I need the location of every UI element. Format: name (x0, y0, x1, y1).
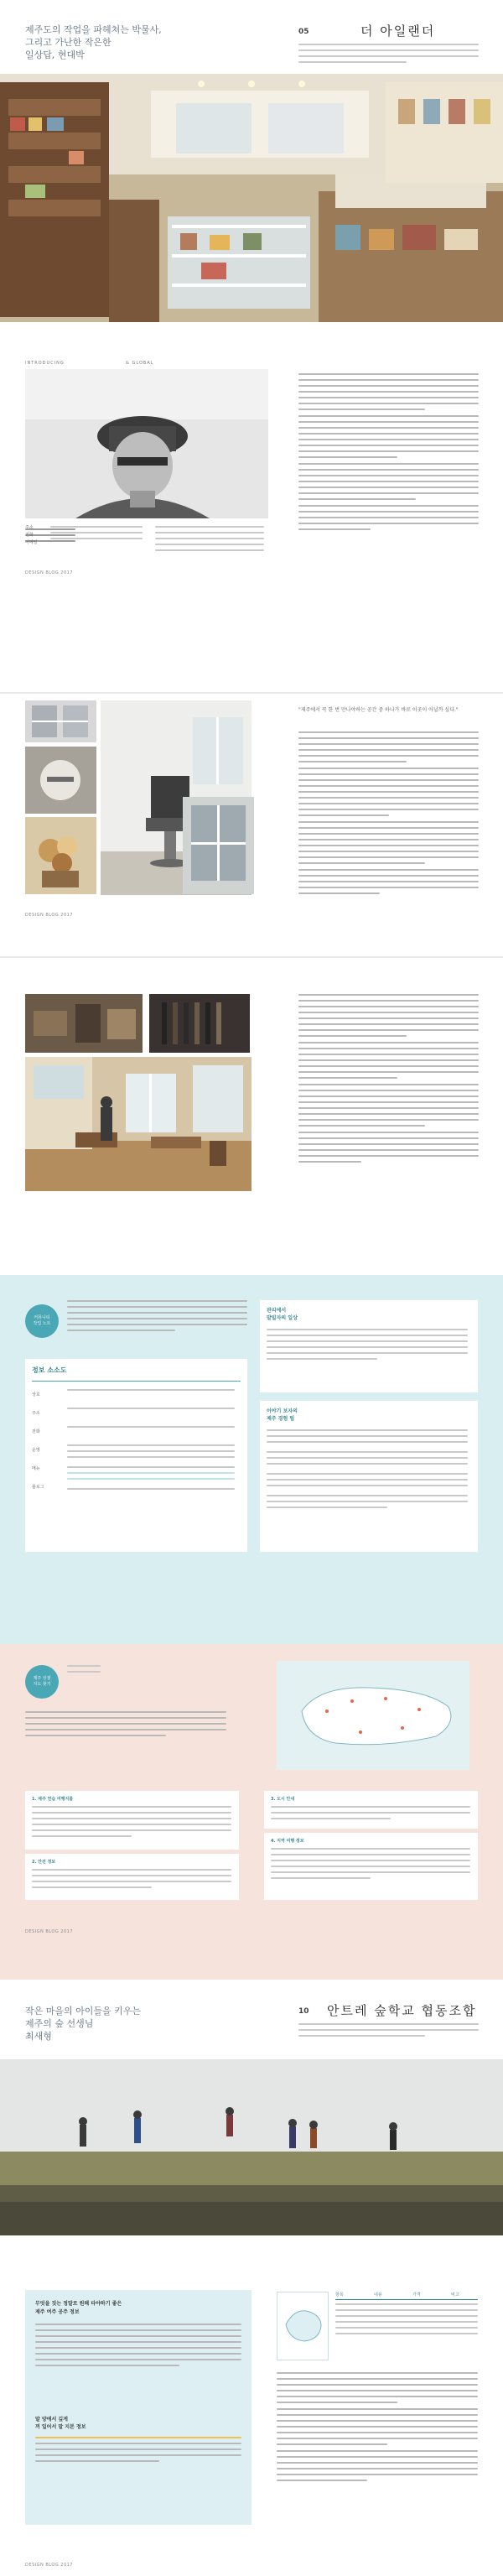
table-header (335, 2292, 478, 2300)
article-headline (25, 2005, 243, 2043)
profile-field: 전화 (25, 533, 34, 538)
page-footer: DESIGN BLOG 2017 (25, 1929, 74, 1934)
window-detail-photo (183, 797, 254, 894)
table-row-label: 상호 (32, 1392, 40, 1397)
article-body-column (298, 994, 479, 1167)
tools-photo (25, 994, 143, 1053)
list-box-1 (25, 1791, 239, 1850)
page-divider (0, 692, 503, 694)
table-row-labels (32, 1386, 44, 1496)
list-items (32, 1869, 231, 1892)
headline-line: 일상답, 현대박 (25, 49, 85, 60)
page-footer: DESIGN BLOG 2017 (25, 2563, 74, 2568)
article-store-section (0, 0, 503, 352)
box-paragraph (35, 2324, 241, 2370)
flowers-photo (25, 817, 96, 894)
info-box-2 (260, 1401, 478, 1552)
headline-line: 그리고 가난한 작은한 (25, 37, 111, 48)
box-title: 이야기 보자의 제주 경험 팁 (267, 1408, 298, 1422)
price-table (335, 2292, 478, 2359)
list-title: 3. 도시 안내 (271, 1797, 295, 1802)
intro-paragraph (298, 2023, 479, 2041)
map-intro-paragraph (25, 1711, 226, 1741)
table-row-values (67, 1389, 235, 1494)
page-number: 05 (298, 28, 309, 36)
article-body-column (298, 731, 479, 898)
brushes-photo (149, 994, 250, 1053)
box-list (267, 1429, 468, 1512)
list-box-3 (264, 1791, 478, 1829)
list-items (271, 1848, 470, 1883)
byline-right: & GLOBAL (126, 361, 154, 366)
headline-line: 최새형 (25, 2031, 52, 2042)
table-header-cell: 가격 (412, 2292, 421, 2298)
profile-detail-right (155, 526, 264, 555)
cafe-interior-photo (25, 1057, 252, 1191)
byline-left: INTRODUCING (25, 361, 65, 366)
island-mini-map (277, 2292, 329, 2360)
table-row-label: 운영 (32, 1448, 40, 1453)
headline-line: 작은 마을의 아이들을 키우는 (25, 2006, 142, 2017)
store-interior-photo (0, 74, 503, 322)
forest-info-box (25, 2290, 252, 2525)
info-page-forest (0, 2282, 503, 2576)
box-subtitle: 말 양에서 깊게 꺼 일어서 말 지본 정보 (35, 2417, 86, 2430)
table-rows (335, 2303, 478, 2339)
article-headline (25, 23, 226, 61)
info-table (25, 1359, 247, 1552)
article-collage-section (0, 696, 503, 965)
list-title: 4. 지역 여행 정보 (271, 1839, 304, 1844)
list-items (32, 1806, 231, 1841)
box-list (267, 1329, 468, 1364)
article-cafe-section (0, 965, 503, 1275)
article-body-column (298, 373, 479, 534)
page-divider (0, 956, 503, 958)
list-box-2 (25, 1854, 239, 1900)
list-title: 1. 제주 연습 여행지를 (32, 1797, 74, 1802)
page-footer: DESIGN BLOG 2017 (25, 570, 74, 575)
jeju-map (277, 1661, 469, 1770)
profile-field-list (25, 524, 38, 547)
page-number: 10 (298, 2007, 309, 2016)
intro-paragraph (298, 44, 479, 67)
page-footer: DESIGN BLOG 2017 (25, 913, 74, 918)
table-row-label: 메뉴 (32, 1466, 40, 1471)
article-profile-section (0, 352, 503, 705)
list-items (271, 1806, 470, 1824)
headline-line: 제주의 숲 선생님 (25, 2018, 94, 2029)
box-paragraph (35, 2437, 241, 2466)
box-title: 관리에서 발빌자의 일상 (267, 1308, 298, 1321)
table-header-cell: 비고 (451, 2292, 459, 2298)
info-box-1 (260, 1300, 478, 1392)
info-page-teal (0, 1275, 503, 1644)
map-badge: 제주 상점 지도 찾기 (25, 1665, 59, 1699)
list-title: 2. 안전 정보 (32, 1860, 56, 1865)
table-row-label: 주소 (32, 1411, 40, 1416)
pull-quote: "제주에서 꼭 한 번 만나야하는 공간 중 하나가 바로 이곳이 아닐까 싶다." (298, 707, 459, 713)
list-box-4 (264, 1833, 478, 1900)
intro-paragraph (67, 1300, 247, 1335)
article-forest-section (0, 1980, 503, 2282)
article-body-column (277, 2372, 478, 2485)
profile-field: 이메일 (25, 540, 38, 545)
box-title: 무엇을 짓는 정말로 원해 타야하기 좋은 제주 여주 공주 정보 (35, 2301, 122, 2315)
section-title: 더 아일랜더 (360, 23, 436, 39)
profile-detail-left (50, 526, 143, 544)
table-header-cell: 항목 (335, 2292, 344, 2298)
table-title: 정보 소소도 (32, 1366, 67, 1374)
window-photo (25, 700, 96, 742)
map-caption (67, 1665, 101, 1677)
table-header-cell: 내용 (374, 2292, 382, 2298)
headline-line: 제주도의 작업을 파헤쳐는 박물사, (25, 24, 162, 35)
table-row-label: 블로그 (32, 1485, 44, 1490)
info-page-peach (0, 1644, 503, 1980)
table-row-label: 전화 (32, 1429, 40, 1434)
kids-field-photo (0, 2059, 503, 2235)
sign-photo (25, 747, 96, 814)
profile-field: 주소 (25, 525, 34, 530)
section-title: 안트레 숲학교 협동조합 (327, 2003, 477, 2018)
table-rule (32, 1381, 241, 1382)
intro-badge: 커뮤니티 작업 노트 (25, 1304, 59, 1338)
portrait-photo (25, 369, 268, 518)
